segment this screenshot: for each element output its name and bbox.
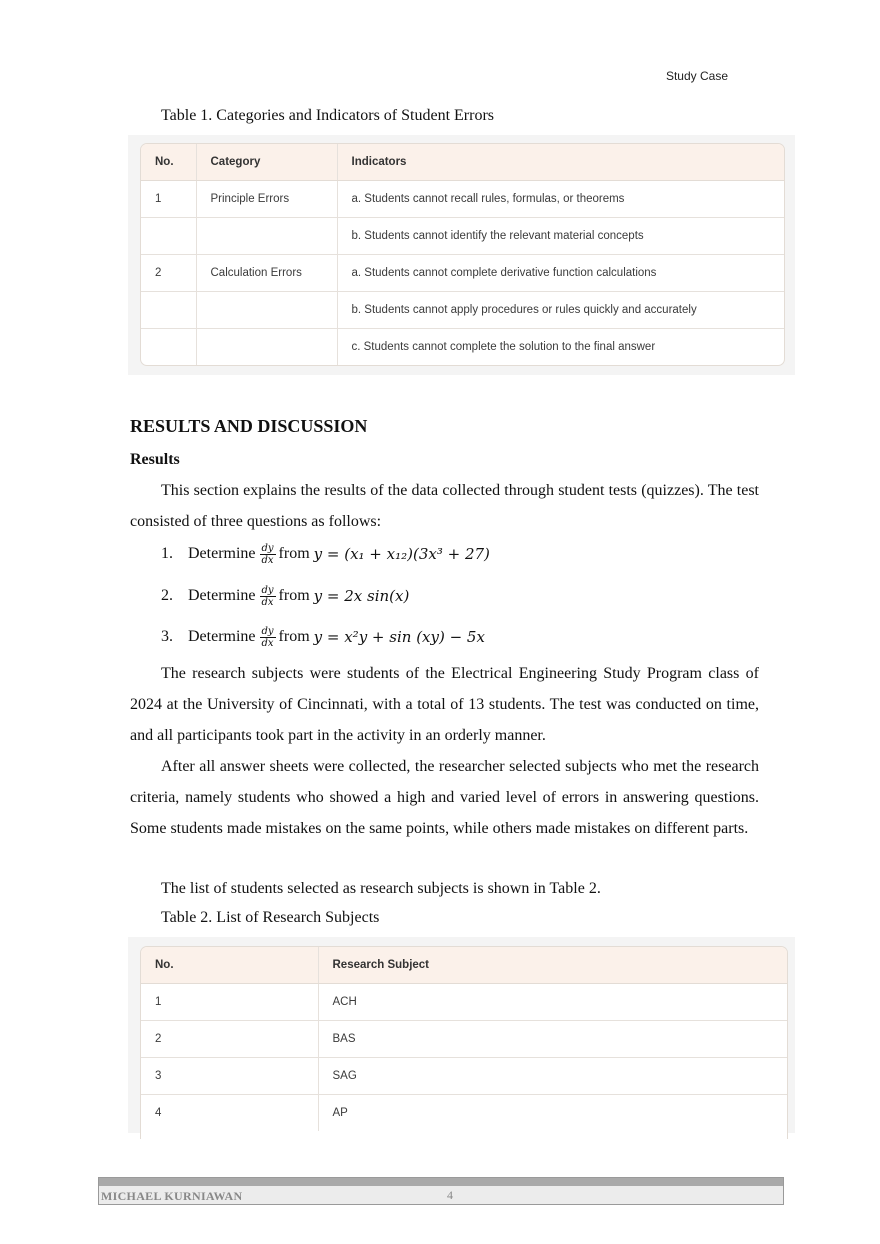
table1-header-row <box>141 144 784 181</box>
table2-cell-subject: SAG <box>318 1058 787 1095</box>
subjects-paragraph <box>130 658 759 751</box>
table1-cell-no: 1 <box>155 193 162 205</box>
table2-cell-subject: BAS <box>318 1021 787 1058</box>
table1-cell-indicator: a. Students cannot complete derivative function calculations <box>337 255 784 292</box>
question-from: from <box>278 628 310 645</box>
table1-cell-category: Calculation Errors <box>196 255 337 292</box>
page-footer <box>98 1177 784 1205</box>
table-row <box>141 292 784 329</box>
section-title: RESULTS AND DISCUSSION <box>130 416 368 436</box>
question-2 <box>161 581 409 611</box>
question-number: 2. <box>161 587 173 604</box>
frac-numerator: dy <box>261 625 274 637</box>
footer-author: MICHAEL KURNIAWAN <box>101 1189 243 1203</box>
question-expression: y = (x₁ + x₁₂)(3x³ + 27) <box>313 545 490 563</box>
table2-cell-no: 4 <box>141 1095 318 1132</box>
table-row <box>141 1058 787 1095</box>
list-text: The list of students selected as research subjects is shown in Table 2. <box>161 880 601 897</box>
derivative-fraction <box>260 626 276 649</box>
frac-denominator: dx <box>261 554 274 566</box>
subjects-text: The research subjects were students of the Electrical Engineering Study Program class of 2024 at the University of Cincinnati, with a total of 13 students. The test was conducted on time, and all participants took part in the activity in an orderly manner. <box>130 665 759 744</box>
table2-cell-no: 2 <box>141 1021 318 1058</box>
table1-header-category: Category <box>196 144 337 181</box>
table2-header-row <box>141 947 787 984</box>
running-header: Study Case <box>665 69 728 83</box>
frac-denominator: dx <box>261 637 274 649</box>
table1-cell-category <box>196 329 337 366</box>
frac-numerator: dy <box>261 584 274 596</box>
table1-cell-indicator: a. Students cannot recall rules, formulas, or theorems <box>337 181 784 218</box>
question-verb: Determine <box>188 545 256 562</box>
question-verb: Determine <box>188 587 256 604</box>
derivative-fraction <box>260 543 276 566</box>
question-from: from <box>278 587 310 604</box>
table2 <box>140 946 788 1139</box>
table-row <box>141 218 784 255</box>
question-1 <box>161 539 490 569</box>
table1-cell-category: Principle Errors <box>196 181 337 218</box>
derivative-fraction <box>260 585 276 608</box>
table1-cell-no: 2 <box>141 255 196 292</box>
table1-cell-indicator: c. Students cannot complete the solution to the final answer <box>337 329 784 366</box>
intro-text: This section explains the results of the data collected through student tests (quizzes). The test consisted of three questions as follows: <box>130 482 759 530</box>
question-expression: y = x²y + sin (xy) − 5x <box>313 628 485 646</box>
question-expression: y = 2x sin(x) <box>313 587 410 605</box>
table1-cell-category <box>196 292 337 329</box>
table2-cell-subject: AP <box>318 1095 787 1132</box>
table-row <box>141 984 787 1021</box>
table-row <box>141 255 784 292</box>
table1-caption: Table 1. Categories and Indicators of Student Errors <box>161 107 495 124</box>
table2-cell-subject: ACH <box>318 984 787 1021</box>
table2-cell-no: 3 <box>141 1058 318 1095</box>
question-verb: Determine <box>188 628 256 645</box>
question-number: 3. <box>161 628 173 645</box>
intro-paragraph <box>130 475 759 537</box>
table1-cell-category <box>196 218 337 255</box>
table2-image-frame <box>128 937 795 1133</box>
table1-cell-no <box>141 329 196 366</box>
selection-text: After all answer sheets were collected, the researcher selected subjects who met the research criteria, namely students who showed a high and varied level of errors in answering questions. Some students made mistakes on the same points, while others made mistakes on different parts. <box>130 758 759 837</box>
subsection-title: Results <box>130 451 180 468</box>
table-row <box>141 329 784 366</box>
table2-header-subject: Research Subject <box>318 947 787 984</box>
list-paragraph <box>130 873 759 904</box>
table1 <box>140 143 785 366</box>
table1-header-indicators: Indicators <box>337 144 784 181</box>
table2-cell-no: 1 <box>155 996 162 1008</box>
table-row <box>141 1095 787 1132</box>
table-row <box>141 1021 787 1058</box>
table2-header-no: No. <box>141 947 318 984</box>
selection-paragraph <box>130 751 759 844</box>
table1-cell-no <box>141 218 196 255</box>
frac-denominator: dx <box>261 596 274 608</box>
question-number: 1. <box>161 545 173 562</box>
table1-cell-indicator: b. Students cannot apply procedures or rules quickly and accurately <box>337 292 784 329</box>
table1-cell-no <box>141 292 196 329</box>
page-number: 4 <box>447 1188 453 1202</box>
frac-numerator: dy <box>261 542 274 554</box>
table1-header-no: No. <box>141 144 196 181</box>
question-3 <box>161 622 485 652</box>
table1-cell-indicator: b. Students cannot identify the relevant material concepts <box>337 218 784 255</box>
table1-image-frame <box>128 135 795 375</box>
table2-caption: Table 2. List of Research Subjects <box>161 909 380 926</box>
question-from: from <box>278 545 310 562</box>
footer-band <box>99 1178 783 1186</box>
table-row <box>141 181 784 218</box>
